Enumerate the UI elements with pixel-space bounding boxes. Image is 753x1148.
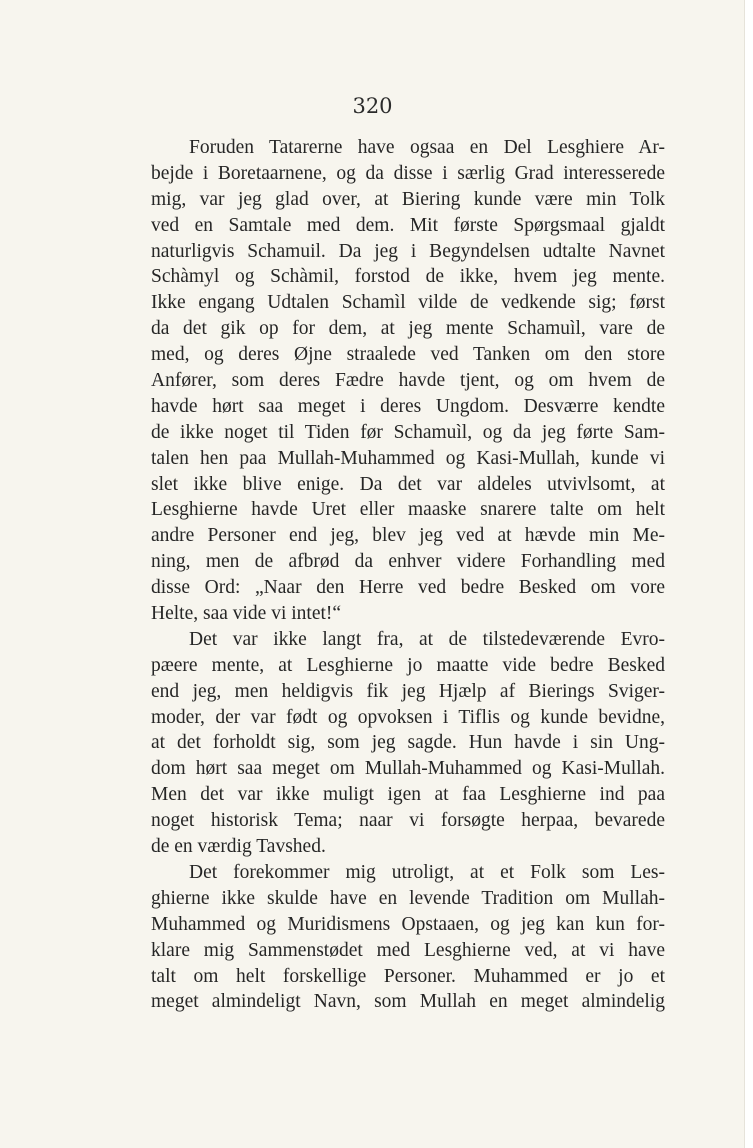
text-line: klare mig Sammenstødet med Lesghierne ved, at vi have [151,939,665,961]
text-line: ning, men de afbrød da enhver videre Forhandling med [151,551,665,573]
text-line: havde hørt saa meget i deres Ungdom. Desværre kendte [151,395,665,417]
text-line: slet ikke blive enige. Da det var aldeles utvivlsomt, at [151,473,665,495]
text-line: ved en Samtale med dem. Mit første Spørgsmaal gjaldt [151,214,665,236]
text-line: mig, var jeg glad over, at Biering kunde være min Tolk [151,188,665,210]
text-line: meget almindeligt Navn, som Mullah en meget almindelig [151,991,665,1013]
text-line: med, og deres Øjne straalede ved Tanken om den store [151,344,665,366]
text-line: Det var ikke langt fra, at de tilstedeværende Evro- [189,628,665,650]
text-line: dom hørt saa meget om Mullah-Muhammed og Kasi-Mullah. [151,758,665,780]
text-line: end jeg, men heldigvis fik jeg Hjælp af Bierings Sviger- [151,680,665,702]
body-text [151,135,665,1015]
text-line: de en værdig Tavshed. [151,836,326,858]
text-line: disse Ord: „Naar den Herre ved bedre Besked om vore [151,577,665,599]
text-line: at det forholdt sig, som jeg sagde. Hun havde i sin Ung- [151,732,665,754]
text-line: Ikke engang Udtalen Schamìl vilde de vedkende sig; først [151,292,665,314]
text-line: naturligvis Schamuil. Da jeg i Begyndelsen udtalte Navnet [151,240,665,262]
text-line: Foruden Tatarerne have ogsaa en Del Lesghiere Ar- [189,137,665,158]
page-number: 320 [352,94,393,118]
text-line: talt om helt forskellige Personer. Muhammed er jo et [151,965,665,987]
text-line: da det gik op for dem, at jeg mente Schamuìl, vare de [151,318,665,340]
text-line: noget historisk Tema; naar vi forsøgte herpaa, bevarede [151,810,665,832]
text-line: pæere mente, at Lesghierne jo maatte vide bedre Besked [151,654,665,676]
text-line: moder, der var født og opvoksen i Tiflis og kunde bevidne, [151,706,665,728]
text-line: Det forekommer mig utroligt, at et Folk som Les- [189,861,665,883]
text-line: Men det var ikke muligt igen at faa Lesghierne ind paa [151,784,665,806]
text-line: andre Personer end jeg, blev jeg ved at hævde min Me- [151,525,665,547]
text-line: ghierne ikke skulde have en levende Tradition om Mullah- [151,887,665,909]
text-line: de ikke noget til Tiden før Schamuìl, og da jeg førte Sam- [151,421,665,443]
text-line: Anfører, som deres Fædre havde tjent, og om hvem de [151,370,665,392]
text-line: Lesghierne havde Uret eller maaske snarere talte om helt [151,499,665,521]
page-edge [744,0,753,1148]
text-line: bejde i Boretaarnene, og da disse i særlig Grad interesserede [151,162,665,184]
text-line: Muhammed og Muridismens Opstaaen, og jeg kan kun for- [151,913,665,935]
text-line: Schàmyl og Schàmil, forstod de ikke, hvem jeg mente. [151,266,665,288]
text-line: Helte, saa vide vi intet!“ [151,603,342,625]
text-line: talen hen paa Mullah-Muhammed og Kasi-Mullah, kunde vi [151,447,665,469]
